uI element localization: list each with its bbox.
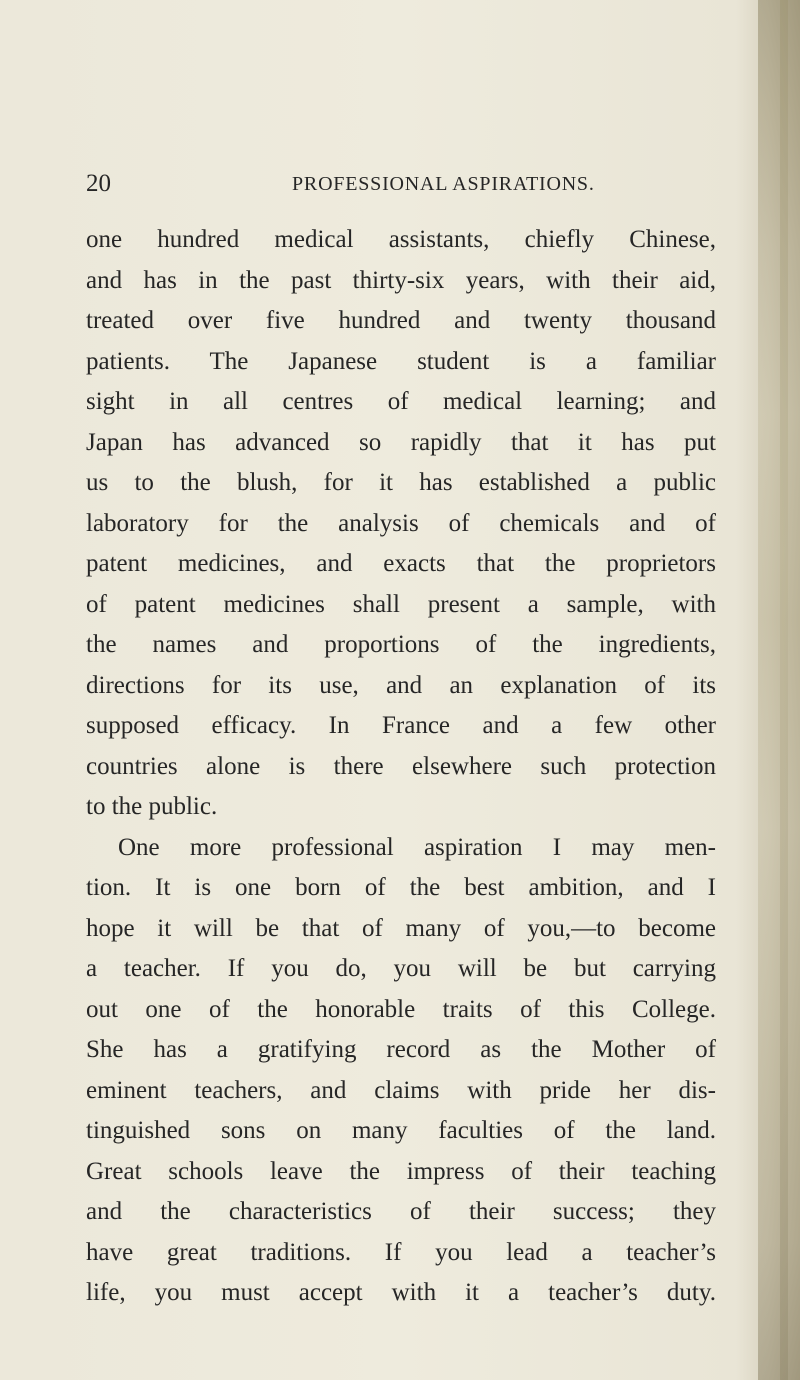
text-line: and has in the past thirty-six years, with their aid, xyxy=(86,266,716,294)
text-line: supposed efficacy. In France and a few other xyxy=(86,712,716,739)
text-line: life, you must accept with it a teacher’s duty. xyxy=(86,1279,716,1306)
text-line: one hundred medical assistants, chiefly Chinese, xyxy=(86,226,716,253)
paragraph-start-line: One more professional aspiration I may men- xyxy=(118,833,716,861)
page-header xyxy=(86,166,716,202)
text-line: laboratory for the analysis of chemicals and of xyxy=(86,509,716,537)
text-line: tion. It is one born of the best ambition, and I xyxy=(86,874,716,901)
paragraph-end-line: to the public. xyxy=(86,793,218,820)
text-line: patent medicines, and exacts that the proprietors xyxy=(86,550,716,577)
page-binding-shadow xyxy=(780,0,788,1380)
page-edge-shadow xyxy=(758,0,800,1380)
text-line: sight in all centres of medical learning; and xyxy=(86,388,716,415)
text-line: treated over five hundred and twenty thousand xyxy=(86,307,716,334)
text-line: us to the blush, for it has established a public xyxy=(86,469,716,496)
text-line: patients. The Japanese student is a familiar xyxy=(86,347,716,375)
text-line: out one of the honorable traits of this College. xyxy=(86,995,716,1023)
running-title: PROFESSIONAL ASPIRATIONS. xyxy=(292,173,595,195)
text-line: of patent medicines shall present a sample, with xyxy=(86,590,716,618)
text-line: She has a gratifying record as the Mother of xyxy=(86,1036,716,1063)
text-line: a teacher. If you do, you will be but carrying xyxy=(86,955,716,982)
text-line: the names and proportions of the ingredients, xyxy=(86,631,716,658)
text-line: countries alone is there elsewhere such protection xyxy=(86,752,716,780)
text-line: Great schools leave the impress of their teaching xyxy=(86,1157,716,1185)
page-number: 20 xyxy=(86,170,111,197)
text-line: tinguished sons on many faculties of the land. xyxy=(86,1117,716,1144)
text-line: directions for its use, and an explanation of its xyxy=(86,671,716,699)
text-line: and the characteristics of their success; they xyxy=(86,1198,716,1225)
text-line: eminent teachers, and claims with pride her dis- xyxy=(86,1076,716,1104)
text-line: have great traditions. If you lead a teacher’s xyxy=(86,1238,716,1266)
text-line: Japan has advanced so rapidly that it has put xyxy=(86,428,716,456)
text-line: hope it will be that of many of you,—to become xyxy=(86,914,716,942)
body-text xyxy=(86,220,716,1314)
